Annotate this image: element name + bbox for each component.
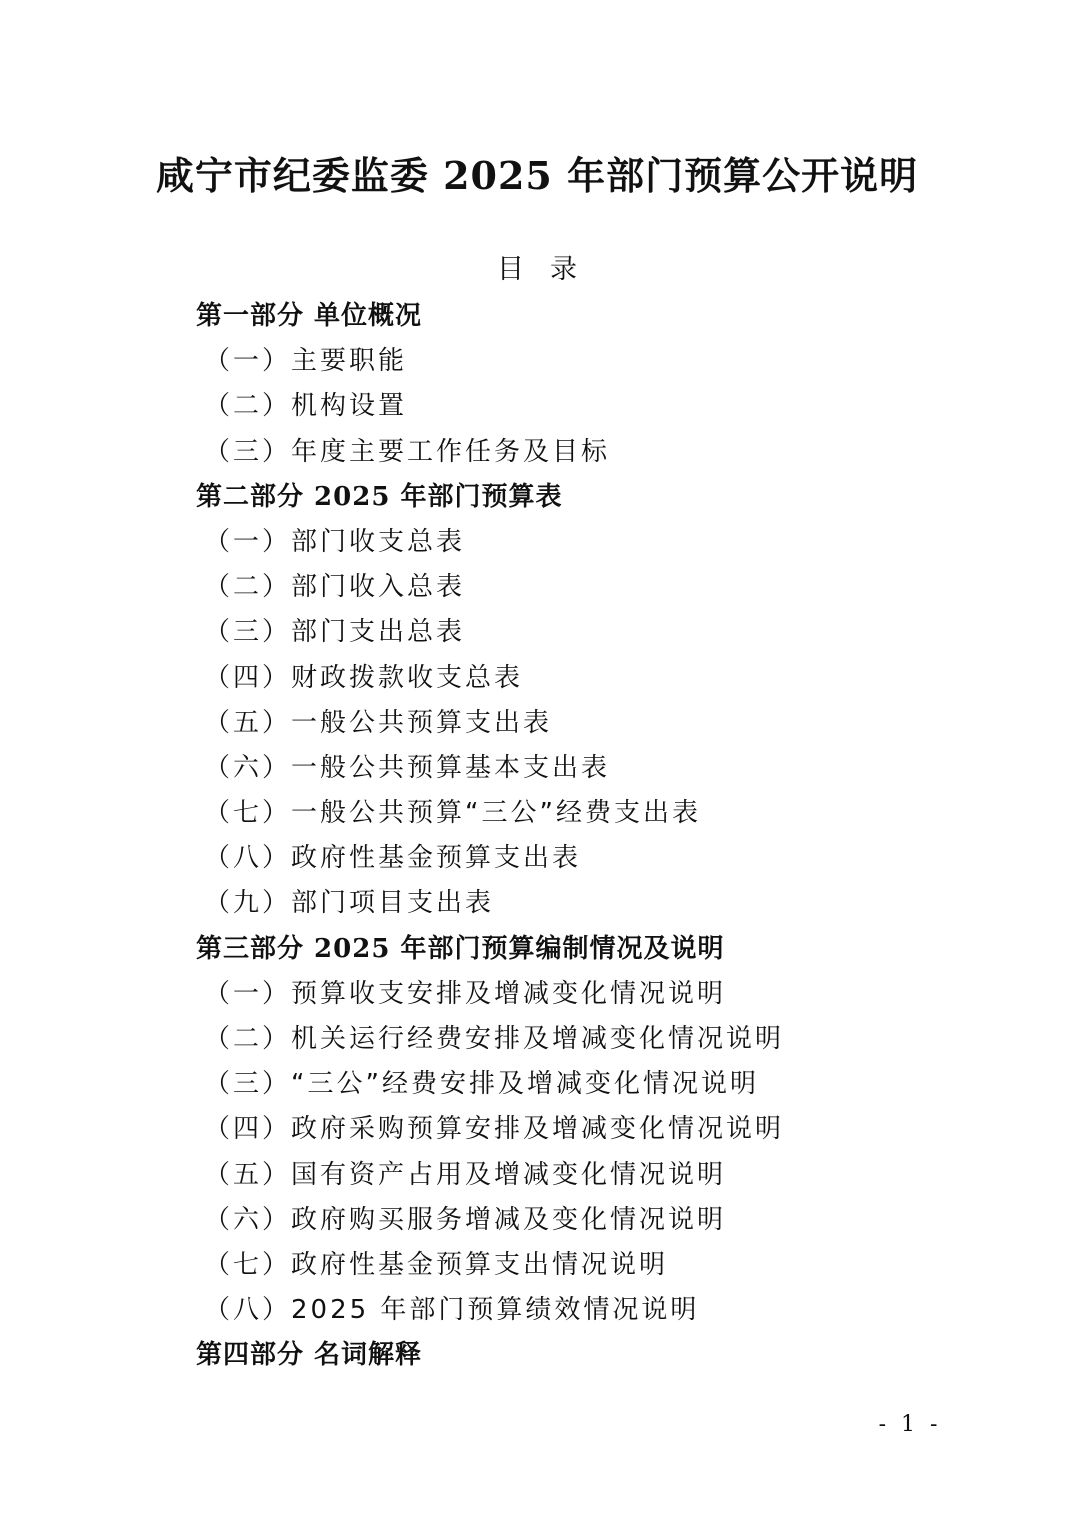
toc-entry: （五）一般公共预算支出表 [204,707,553,738]
toc-entry: （三）部门支出总表 [204,617,466,648]
toc-part-heading: 第四部分 名词解释 [196,1340,423,1371]
toc-entry: （二）机关运行经费安排及增减变化情况说明 [204,1024,785,1054]
table-of-contents [196,294,956,1379]
toc-entry: （三）年度主要工作任务及目标 [204,436,611,467]
toc-entry: （一）部门收支总表 [204,526,466,557]
toc-entry: （二）机构设置 [204,391,408,422]
page-number: - 1 - [878,1412,942,1437]
toc-entry: （六）政府购买服务增减及变化情况说明 [204,1204,727,1235]
toc-entry: （六）一般公共预算基本支出表 [204,752,611,783]
toc-entry: （九）部门项目支出表 [204,888,495,919]
toc-entry: （二）部门收入总表 [204,572,466,603]
toc-entry: （四）政府采购预算安排及增减变化情况说明 [204,1114,785,1145]
toc-entry: （一）预算收支安排及增减变化情况说明 [204,978,727,1009]
toc-entry: （一）主要职能 [204,346,408,377]
document-title: 咸宁市纪委监委 2025 年部门预算公开说明 [155,153,919,198]
toc-part-heading: 第一部分 单位概况 [196,301,423,331]
toc-entry: （七）一般公共预算“三公”经费支出表 [204,798,701,829]
toc-entry: （八）2025 年部门预算绩效情况说明 [204,1295,700,1326]
toc-entry: （八）政府性基金预算支出表 [204,843,582,874]
toc-entry: （四）财政拨款收支总表 [204,662,524,693]
toc-heading: 目录 [497,254,603,285]
toc-entry: （五）国有资产占用及增减变化情况说明 [204,1159,727,1190]
toc-entry: （七）政府性基金预算支出情况说明 [204,1249,669,1280]
toc-part-heading: 第三部分 2025 年部门预算编制情况及说明 [196,933,725,964]
toc-part-heading: 第二部分 2025 年部门预算表 [196,481,563,512]
toc-entry: （三）“三公”经费安排及增减变化情况说明 [204,1069,759,1100]
